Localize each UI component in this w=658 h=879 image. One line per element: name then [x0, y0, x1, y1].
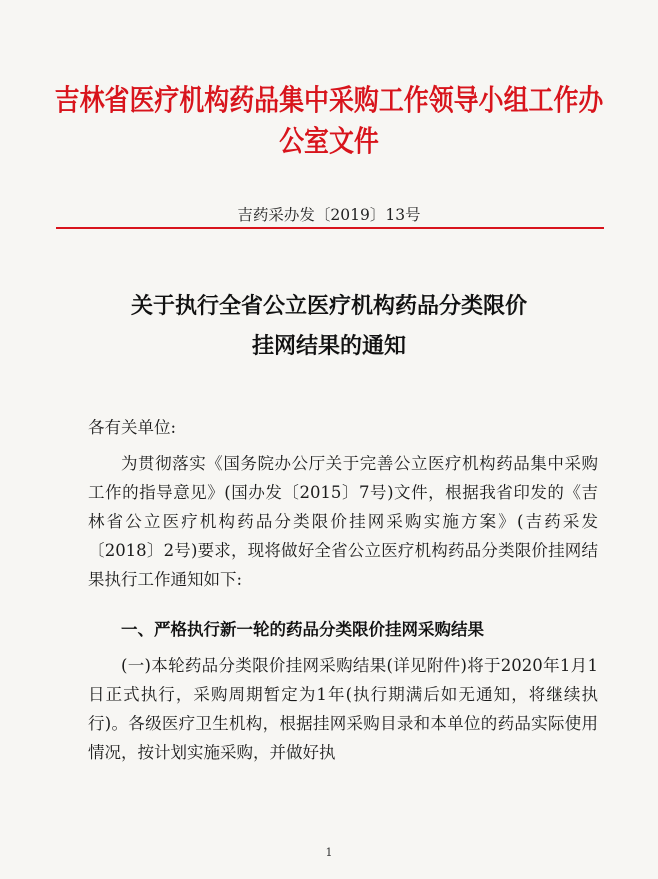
document-header-title: 吉林省医疗机构药品集中采购工作领导小组工作办公室文件: [54, 83, 604, 158]
body-paragraph-2: (一)本轮药品分类限价挂网采购结果(详见附件)将于2020年1月1日正式执行，采购周期暂定为1年(执行期满后如无通知，将继续执行)。各级医疗卫生机构，根据挂网采购目录和本单位的药品实际使用情况，按计划实施采购，并做好执: [88, 656, 598, 762]
body-paragraph-1: 为贯彻落实《国务院办公厅关于完善公立医疗机构药品集中采购工作的指导意见》(国办发〔2015〕7号)文件，根据我省印发的《吉林省公立医疗机构药品分类限价挂网采购实施方案》(吉药采发〔2018〕2号)要求，现将做好全省公立医疗机构药品分类限价挂网结果执行工作通知如下:: [88, 454, 598, 589]
notice-title: [0, 286, 658, 366]
section-heading-1: 一、严格执行新一轮的药品分类限价挂网采购结果: [121, 620, 484, 639]
greeting: 各有关单位:: [88, 418, 177, 437]
document-number: 吉药采办发〔2019〕13号: [237, 206, 421, 224]
page-number: 1: [325, 846, 333, 859]
notice-title-line-1: 关于执行全省公立医疗机构药品分类限价: [130, 293, 527, 319]
red-divider-line: [56, 227, 604, 229]
notice-title-line-2: 挂网结果的通知: [251, 333, 406, 359]
